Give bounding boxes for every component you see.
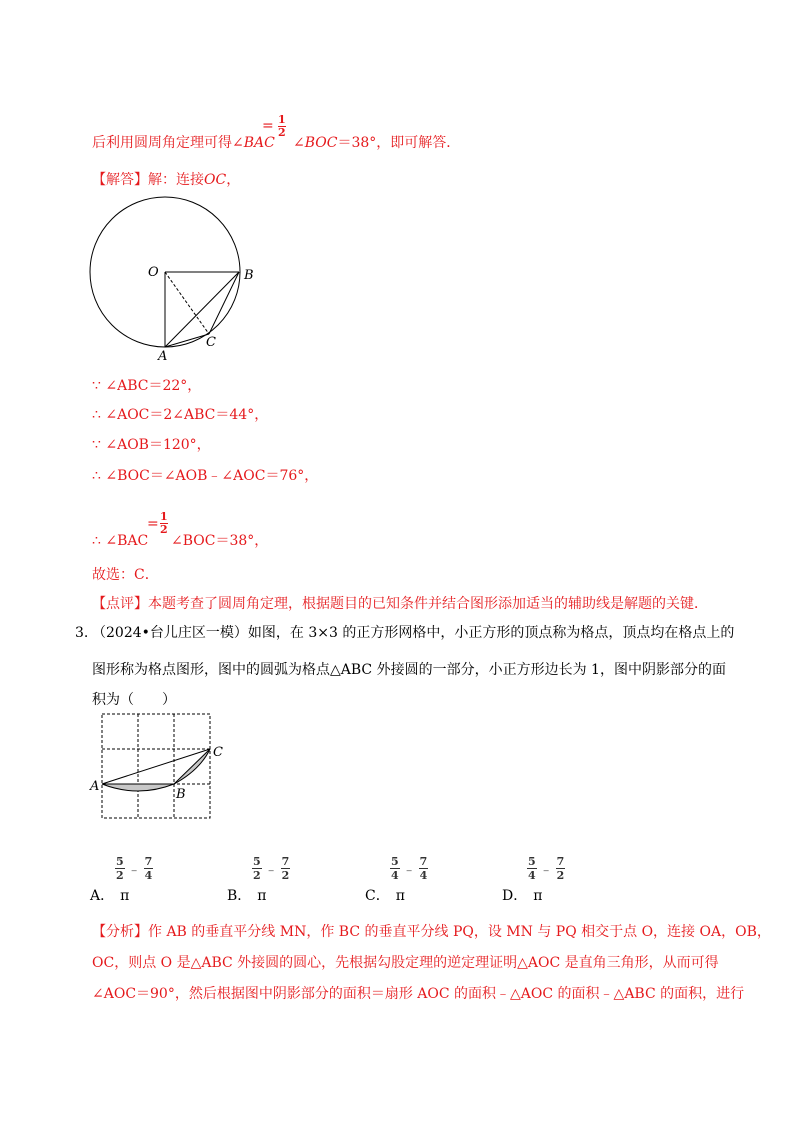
- option-b[interactable]: [227, 855, 357, 903]
- analysis-line-1: 【分析】作 AB 的垂直平分线 MN，作 BC 的垂直平分线 PQ，设 MN 与 PQ 相交于点 O，连接 OA，OB，: [92, 924, 771, 940]
- hint-frac-den: 2: [278, 126, 286, 139]
- option-a-frac2: $\frac{7}{4}$: [144, 855, 153, 882]
- grid-label-b: B: [176, 787, 186, 802]
- answer-oc: OC: [204, 172, 227, 188]
- step-4: ∴ ∠BOC＝∠AOB﹣∠AOC＝76°，: [92, 468, 319, 484]
- step-3: ∵ ∠AOB＝120°，: [92, 437, 211, 453]
- comment-tag: 【点评】: [92, 596, 148, 612]
- hint-line-rest: [293, 133, 460, 153]
- answer-header: [92, 170, 240, 190]
- grid-label-c: C: [213, 745, 223, 760]
- label-c: C: [206, 335, 216, 350]
- last-step-eq: =: [147, 516, 159, 532]
- last-step-pre: ∴ ∠BAC: [92, 533, 149, 549]
- option-c-frac1: $\frac{5}{4}$: [391, 855, 399, 882]
- step-1: ∵ ∠ABC＝22°，: [92, 378, 202, 394]
- option-c-minus: ﹣: [402, 863, 416, 878]
- hint-frac-num: 1: [278, 113, 286, 126]
- option-c-pi: π: [395, 888, 405, 904]
- hint-angle-sym: ∠: [293, 135, 305, 151]
- last-frac-num: 1: [160, 510, 168, 523]
- hint-text-pre: 后利用圆周角定理可得∠: [92, 135, 244, 151]
- option-a[interactable]: [90, 855, 220, 903]
- grid-figure: [88, 710, 223, 825]
- hint-eq: =: [262, 118, 274, 134]
- hint-fraction: [278, 114, 286, 139]
- option-d-minus: ﹣: [539, 863, 553, 878]
- option-a-minus: ﹣: [127, 863, 141, 878]
- last-step-post: ∠BOC＝38°，: [171, 533, 269, 549]
- segment-bc: [209, 272, 239, 334]
- label-b: B: [244, 268, 254, 283]
- answer-text: 解：连接: [148, 172, 204, 188]
- hint-angle-bac: BAC: [243, 135, 275, 151]
- option-d[interactable]: [502, 855, 632, 903]
- option-a-frac1: $\frac{5}{2}$: [116, 855, 124, 882]
- step-2: ∴ ∠AOC＝2∠ABC＝44°，: [92, 407, 269, 423]
- label-a: A: [158, 349, 168, 364]
- comment-text: 本题考查了圆周角定理，根据题目的已知条件并结合图形添加适当的辅助线是解题的关键．: [148, 596, 708, 612]
- option-d-letter: D．: [502, 888, 528, 904]
- circle-figure: [88, 190, 268, 365]
- question-line-3: 积为（ ）: [92, 692, 176, 708]
- hint-line: [92, 133, 275, 153]
- hint-angle-boc: BOC: [304, 135, 338, 151]
- option-c-frac2: $\frac{7}{4}$: [419, 855, 428, 882]
- option-b-frac1: $\frac{5}{2}$: [253, 855, 261, 882]
- hint-text-post: ＝38°，即可解答．: [337, 135, 461, 151]
- answer-comma: ，: [226, 172, 241, 188]
- segment-bc: [174, 749, 210, 784]
- last-frac-den: 2: [160, 523, 168, 536]
- option-a-letter: A．: [90, 888, 115, 904]
- analysis-line-3: ∠AOC＝90°，然后根据图中阴影部分的面积＝扇形 AOC 的面积﹣△AOC 的面积﹣△ABC 的面积，进行: [92, 986, 745, 1002]
- grid-label-a: A: [90, 779, 100, 794]
- comment-line: [92, 594, 708, 614]
- option-b-pi: π: [257, 888, 267, 904]
- option-d-pi: π: [533, 888, 543, 904]
- option-c-letter: C．: [365, 888, 390, 904]
- question-line-1: （2024•台儿庄区一模）如图，在 3×3 的正方形网格中，小正方形的顶点称为格点，顶点均在格点上的: [92, 625, 735, 641]
- option-b-frac2: $\frac{7}{2}$: [281, 855, 290, 882]
- analysis-line-2: OC，则点 O 是△ABC 外接圆的圆心，先根据勾股定理的逆定理证明△AOC 是直角三角形，从而可得: [92, 955, 719, 971]
- option-c[interactable]: [365, 855, 495, 903]
- question-line-2: 图形称为格点图形，图中的圆弧为格点△ABC 外接圆的一部分，小正方形边长为 1，图中阴影部分的面: [92, 662, 726, 678]
- option-d-frac2: $\frac{7}{2}$: [556, 855, 565, 882]
- option-a-pi: π: [120, 888, 130, 904]
- option-d-frac1: $\frac{5}{4}$: [528, 855, 536, 882]
- choice-line: 故选：C．: [92, 567, 159, 583]
- label-o: O: [148, 265, 159, 280]
- last-step-fraction: [160, 511, 168, 536]
- option-b-letter: B．: [227, 888, 252, 904]
- question-number: 3.: [75, 625, 89, 641]
- answer-tag: 【解答】: [92, 172, 148, 188]
- option-b-minus: ﹣: [264, 863, 278, 878]
